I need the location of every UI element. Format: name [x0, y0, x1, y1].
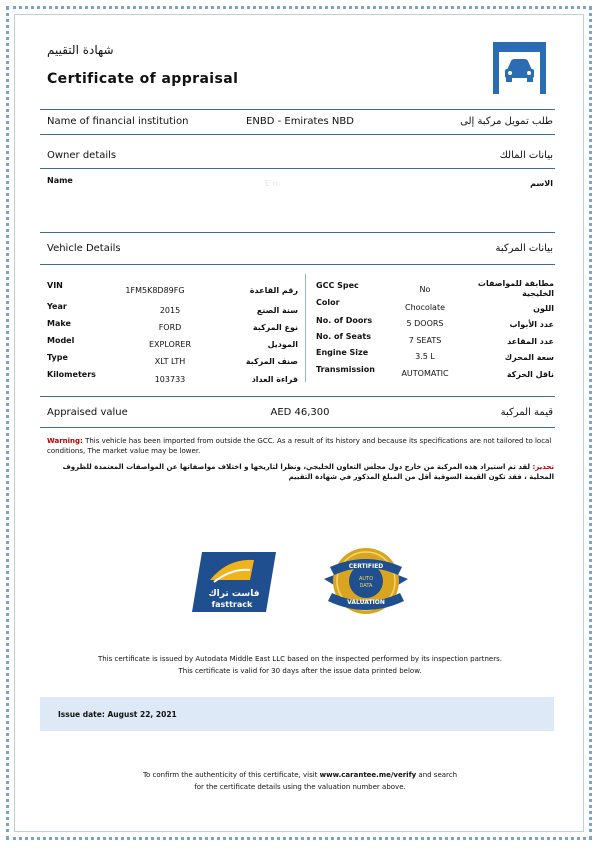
gcc-spec-value: No: [419, 285, 431, 294]
validity-note: This certificate is valid for 30 days after the issue data printed below.: [178, 667, 422, 675]
warning-title: Warning:: [47, 437, 83, 445]
verify-link[interactable]: www.carantee.me/verify: [319, 771, 417, 779]
type-value: XLT LTH: [154, 357, 186, 366]
seats-label-arabic: عدد المقاعد: [507, 337, 554, 346]
institution-value: ENBD - Emirates NBD: [246, 116, 354, 127]
vin-value: 1FM5K8D89FG: [125, 286, 185, 295]
divider: [40, 264, 555, 265]
owner-section-title: Owner details: [47, 150, 117, 161]
owner-name-value: E n: [265, 179, 278, 188]
make-label: Make: [47, 319, 71, 328]
fasttrack-english-text: fasttrack: [211, 600, 253, 609]
page-title: Certificate of appraisal: [47, 71, 239, 87]
verify-note-suffix: and search: [416, 771, 458, 779]
owner-name-label-arabic: الاسم: [530, 179, 553, 188]
doors-label-arabic: عدد الأبواب: [509, 320, 554, 329]
transmission-value: AUTOMATIC: [401, 369, 449, 378]
kilometers-value: 103733: [154, 375, 186, 384]
appraised-value-label: Appraised value: [47, 407, 128, 418]
seal-center-text-1: AUTO: [358, 576, 374, 582]
model-value: EXPLORER: [149, 340, 191, 349]
vin-label: VIN: [47, 281, 63, 290]
verify-note: [40, 771, 560, 779]
engine-size-value: 3.5 L: [415, 352, 435, 361]
institution-label-arabic: طلب تمويل مركبة إلى: [460, 116, 553, 127]
warning-title-arabic: تحذير:: [532, 463, 554, 471]
year-label: Year: [47, 302, 67, 311]
issuer-note: This certificate is issued by Autodata Middle East LLC based on the inspected performed by its inspection partners.: [98, 655, 502, 663]
model-label-arabic: الموديل: [267, 340, 298, 349]
institution-label: Name of financial institution: [47, 116, 189, 127]
make-value: FORD: [158, 323, 182, 332]
owner-section-title-arabic: بيانات المالك: [499, 150, 553, 161]
divider: [40, 427, 555, 428]
vin-label-arabic: رقم القاعدة: [249, 286, 298, 295]
car-logo-icon: [493, 42, 546, 94]
year-label-arabic: سنة الصنع: [256, 306, 298, 315]
seal-bottom-text: VALUATION: [347, 599, 385, 606]
fasttrack-logo: [188, 548, 280, 616]
warning-english: [47, 436, 552, 456]
owner-name-label: Name: [47, 176, 73, 185]
appraised-value: AED 46,300: [270, 407, 330, 418]
engine-size-label-arabic: سعة المحرك: [504, 353, 554, 362]
title-arabic: شهادة التقييم: [47, 43, 114, 57]
model-label: Model: [47, 336, 75, 345]
doors-value: 5 DOORS: [406, 319, 444, 328]
color-value: Chocolate: [404, 303, 446, 312]
type-label-arabic: صنف المركبة: [245, 357, 298, 366]
year-value: 2015: [159, 306, 181, 315]
type-label: Type: [47, 353, 68, 362]
seats-value: 7 SEATS: [408, 336, 442, 345]
transmission-label: Transmission: [316, 365, 375, 374]
verify-note-prefix: To confirm the authenticity of this certificate, visit: [142, 771, 320, 779]
color-label-arabic: اللون: [533, 304, 554, 313]
divider: [40, 396, 555, 397]
warning-text-arabic: لقد تم استيراد هذه المركبة من خارج دول مجلس التعاون الخليجي، ونظرا لتاريخها و اختلاف مواصفاتها عن المواصفات المعتمدة للظروف المحلية ، فقد تكون القيمة السوقية أقل من المبلغ المذكور في شهادة التقييم: [62, 463, 554, 481]
divider: [40, 232, 555, 233]
kilometers-label-arabic: قراءة العداد: [251, 375, 298, 384]
transmission-label-arabic: ناقل الحركة: [506, 370, 554, 379]
verify-note-line2: for the certificate details using the valuation number above.: [194, 783, 406, 791]
divider: [40, 134, 555, 135]
warning-text: This vehicle has been imported from outside the GCC. As a result of its history and because its specifications are not tailored to local conditions, The market value may be lower.: [47, 437, 552, 455]
engine-size-label: Engine Size: [316, 348, 369, 357]
gcc-spec-label: GCC Spec: [316, 281, 359, 290]
seal-center-text-2: DATA: [359, 583, 373, 589]
fasttrack-arabic-text: فاست تراك: [208, 589, 260, 599]
issue-date: Issue date: August 22, 2021: [58, 710, 177, 719]
appraised-value-label-arabic: قيمة المركبة: [500, 407, 553, 418]
certified-valuation-seal: [320, 545, 412, 619]
color-label: Color: [316, 298, 340, 307]
seats-label: No. of Seats: [316, 332, 371, 341]
kilometers-label: Kilometers: [47, 370, 96, 379]
divider: [40, 109, 555, 110]
make-label-arabic: نوع المركبة: [252, 323, 298, 332]
column-divider: [305, 274, 306, 382]
doors-label: No. of Doors: [316, 316, 373, 325]
gcc-spec-label-arabic: مطابقة للمواصفات الخليجية: [477, 279, 554, 298]
vehicle-section-title: Vehicle Details: [47, 243, 121, 254]
warning-arabic: [47, 462, 554, 482]
vehicle-section-title-arabic: بيانات المركبة: [495, 243, 553, 254]
divider: [40, 168, 555, 169]
seal-top-text: CERTIFIED: [348, 563, 384, 570]
